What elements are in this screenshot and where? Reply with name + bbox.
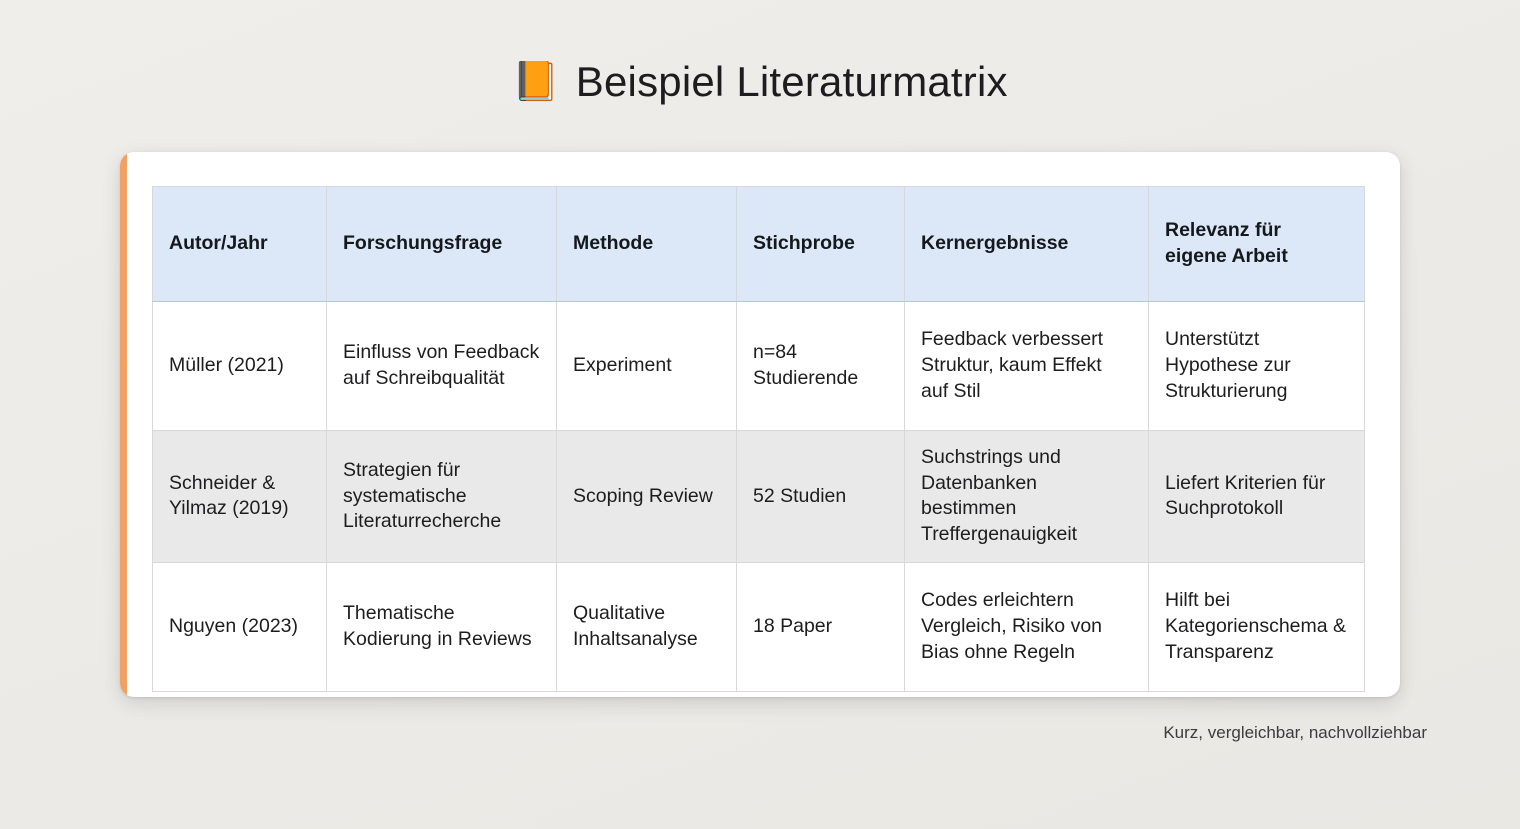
page-title-text: Beispiel Literaturmatrix [575,58,1008,105]
literature-matrix-table [152,186,1365,692]
cell-autor-jahr: Müller (2021) [153,302,327,431]
table-row [153,431,1365,563]
table-header-row [153,187,1365,302]
cell-autor-jahr: Nguyen (2023) [153,562,327,691]
cell-relevanz: Liefert Kriterien für Suchprotokoll [1149,431,1365,563]
cell-stichprobe: 18 Paper [737,562,905,691]
cell-stichprobe: n=84 Studierende [737,302,905,431]
cell-methode: Experiment [557,302,737,431]
cell-kernergebnisse: Suchstrings und Datenbanken bestimmen Treffergenauigkeit [905,431,1149,563]
content-card [120,152,1400,697]
cell-forschungsfrage: Einfluss von Feedback auf Schreibqualität [327,302,557,431]
footnote-text: Kurz, vergleichbar, nachvollziehbar [1163,723,1427,742]
cell-autor-jahr: Schneider & Yilmaz (2019) [153,431,327,563]
cell-methode: Scoping Review [557,431,737,563]
column-header-methode: Methode [557,187,737,302]
cell-methode: Qualitative Inhaltsanalyse [557,562,737,691]
column-header-kernergebnisse: Kernergebnisse [905,187,1149,302]
orange-book-icon: 📙 [512,61,560,103]
column-header-autor-jahr: Autor/Jahr [153,187,327,302]
cell-stichprobe: 52 Studien [737,431,905,563]
cell-kernergebnisse: Codes erleichtern Vergleich, Risiko von Bias ohne Regeln [905,562,1149,691]
cell-kernergebnisse: Feedback verbessert Struktur, kaum Effekt auf Stil [905,302,1149,431]
cell-forschungsfrage: Thematische Kodierung in Reviews [327,562,557,691]
column-header-relevanz: Relevanz für eigene Arbeit [1149,187,1365,302]
column-header-forschungsfrage: Forschungsfrage [327,187,557,302]
cell-forschungsfrage: Strategien für systematische Literaturrecherche [327,431,557,563]
page-title [0,58,1520,106]
cell-relevanz: Unterstützt Hypothese zur Strukturierung [1149,302,1365,431]
literature-matrix-table-wrapper [152,186,1364,692]
table-row [153,302,1365,431]
cell-relevanz: Hilft bei Kategorienschema & Transparenz [1149,562,1365,691]
table-row [153,562,1365,691]
column-header-stichprobe: Stichprobe [737,187,905,302]
card-accent-bar [120,152,127,697]
